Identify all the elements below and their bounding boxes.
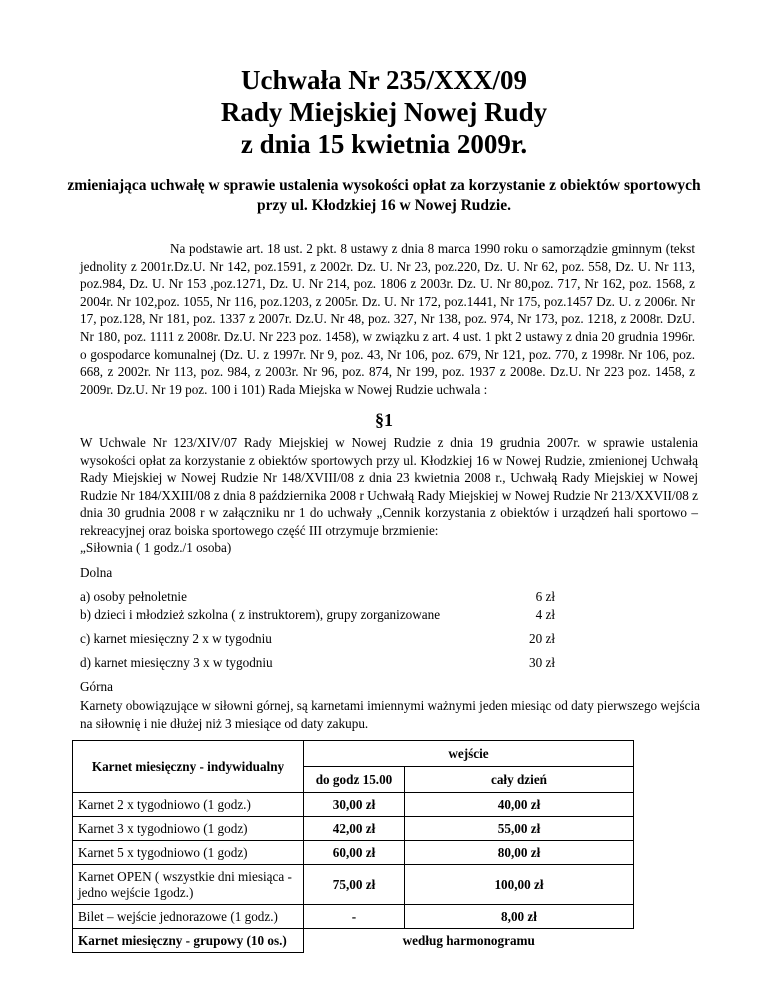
row-allday-price: 80,00 zł (405, 841, 634, 865)
subtitle: zmieniająca uchwałę w sprawie ustalenia wysokości opłat za korzystanie z obiektów sportowych przy ul. Kłodzkiej 16 w Nowej Rudzie. (67, 177, 701, 214)
lower-gym-label: Dolna (80, 565, 113, 580)
table-header-pass: Karnet miesięczny - indywidualny (73, 741, 304, 793)
lower-item-price: 20 zł (528, 631, 555, 646)
row-label: Karnet OPEN ( wszystkie dni miesiąca - jedno wejście 1godz.) (73, 865, 304, 905)
lower-item-label: c) karnet miesięczny 2 x w tygodniu (80, 631, 272, 646)
title-line-2: Rady Miejskiej Nowej Rudy (220, 97, 548, 127)
row-label: Karnet 5 x tygodniowo (1 godz) (73, 841, 304, 865)
table-row (73, 905, 634, 929)
table-row (73, 929, 634, 953)
table-header-until-15: do godz 15.00 (304, 767, 405, 793)
table-header-all-day: cały dzień (405, 767, 634, 793)
section-sign: §1 (375, 410, 393, 430)
row-until-price: 60,00 zł (304, 841, 405, 865)
group-pass-label: Karnet miesięczny - grupowy (10 os.) (73, 929, 304, 953)
row-label: Karnet 2 x tygodniowo (1 godz.) (73, 793, 304, 817)
gym-heading: „Siłownia ( 1 godz./1 osoba) (80, 540, 232, 555)
lower-item-price: 4 zł (535, 607, 555, 622)
row-allday-price: 100,00 zł (405, 865, 634, 905)
row-allday-price: 55,00 zł (405, 817, 634, 841)
row-until-price: 75,00 zł (304, 865, 405, 905)
row-until-price: 30,00 zł (304, 793, 405, 817)
row-label: Karnet 3 x tygodniowo (1 godz) (73, 817, 304, 841)
lower-item-price: 6 zł (535, 589, 555, 604)
preamble: Na podstawie art. 18 ust. 2 pkt. 8 ustawy z dnia 8 marca 1990 roku o samorządzie gminnym (tekst jednolity z 2001r.Dz.U. Nr 142, poz.1591, z 2002r. Dz. U. Nr 23, poz.220, Dz. U. Nr 62, poz. 558, Dz. U. Nr 113, poz.984, Dz. U. Nr 153 ,poz.1271, Dz. U. Nr 214, poz. 1806 z 2003r. Dz. U. Nr 80,poz. 717, Nr 162, poz. 1568, z 2004r. Nr 102,poz. 1055, Nr 116, poz.1203, z 2005r. Dz. U. Nr 172, poz.1441, Nr 175, poz.1457 Dz. U. z 2006r. Nr 17, poz.128, Nr 181, poz. 1337 z 2007r. Dz.U. Nr 48, poz. 327, Nr 138, poz. 974, Nr 173, poz. 1218, z 2008r. DzU. Nr 180, poz. 1111 z 2008r. Dz.U. Nr 223 poz. 1458), w związku z art. 4 ust. 1 pkt 2 ustawy z dnia 20 grudnia 1996r. o gospodarce komunalnej (Dz. U. z 1997r. Nr 9, poz. 43, Nr 106, poz. 679, Nr 121, poz. 770, z 1998r. Nr 106, poz. 668, z 2002r. Nr 113, poz. 984, z 2003r. Nr 96, poz. 874, Nr 199, poz. 1937 z 2008e. Dz.U. Nr 223 poz. 1458, z 2009r. Dz.U. Nr 19 poz. 100 i 101) Rada Miejska w Nowej Rudzie uchwala : (80, 241, 695, 397)
upper-gym-note: Karnety obowiązujące w siłowni górnej, są karnetami imiennymi ważnymi jeden miesiąc od daty pierwszego wejścia na siłownię i nie dłużej niż 3 miesiące od daty zakupu. (80, 698, 700, 731)
table-row (73, 841, 634, 865)
upper-gym-label: Górna (80, 679, 113, 694)
table-row (73, 817, 634, 841)
row-until-price: 42,00 zł (304, 817, 405, 841)
title-line-1: Uchwała Nr 235/XXX/09 (241, 65, 527, 95)
fees-table (72, 740, 634, 953)
lower-item-label: d) karnet miesięczny 3 x w tygodniu (80, 655, 273, 670)
title-line-3: z dnia 15 kwietnia 2009r. (240, 129, 528, 159)
row-until-price: - (304, 905, 405, 929)
table-row (73, 865, 634, 905)
row-label: Bilet – wejście jednorazowe (1 godz.) (73, 905, 304, 929)
table-row (73, 793, 634, 817)
lower-item-price: 30 zł (528, 655, 555, 670)
section-text: W Uchwale Nr 123/XIV/07 Rady Miejskiej w Nowej Rudzie z dnia 19 grudnia 2007r. w sprawie ustalenia wysokości opłat za korzystanie z obiektów sportowych przy ul. Kłodzkiej 16 w Nowej Rudzie, zmienionej Uchwałą Rady Miejskiej w Nowej Rudzie Nr 148/XVIII/08 z dnia 23 kwietnia 2008 r., Uchwałą Rady Miejskiej w Nowej Rudzie Nr 184/XXIII/08 z dnia 8 października 2008 r Uchwałą Rady Miejskiej w Nowej Rudzie Nr 213/XXVII/08 z dnia 30 grudnia 2008 r w załączniku nr 1 do uchwały „Cennik korzystania z obiektów i urządzeń hali sportowo – rekreacyjnej oraz boiska sportowego część III otrzymuje brzmienie: (80, 435, 698, 538)
row-allday-price: 40,00 zł (405, 793, 634, 817)
row-allday-price: 8,00 zł (405, 905, 634, 929)
lower-item-label: a) osoby pełnoletnie (80, 589, 187, 604)
lower-item-label: b) dzieci i młodzież szkolna ( z instruktorem), grupy zorganizowane (80, 607, 441, 622)
table-header-entry: wejście (304, 741, 634, 767)
group-pass-value: według harmonogramu (304, 929, 634, 953)
